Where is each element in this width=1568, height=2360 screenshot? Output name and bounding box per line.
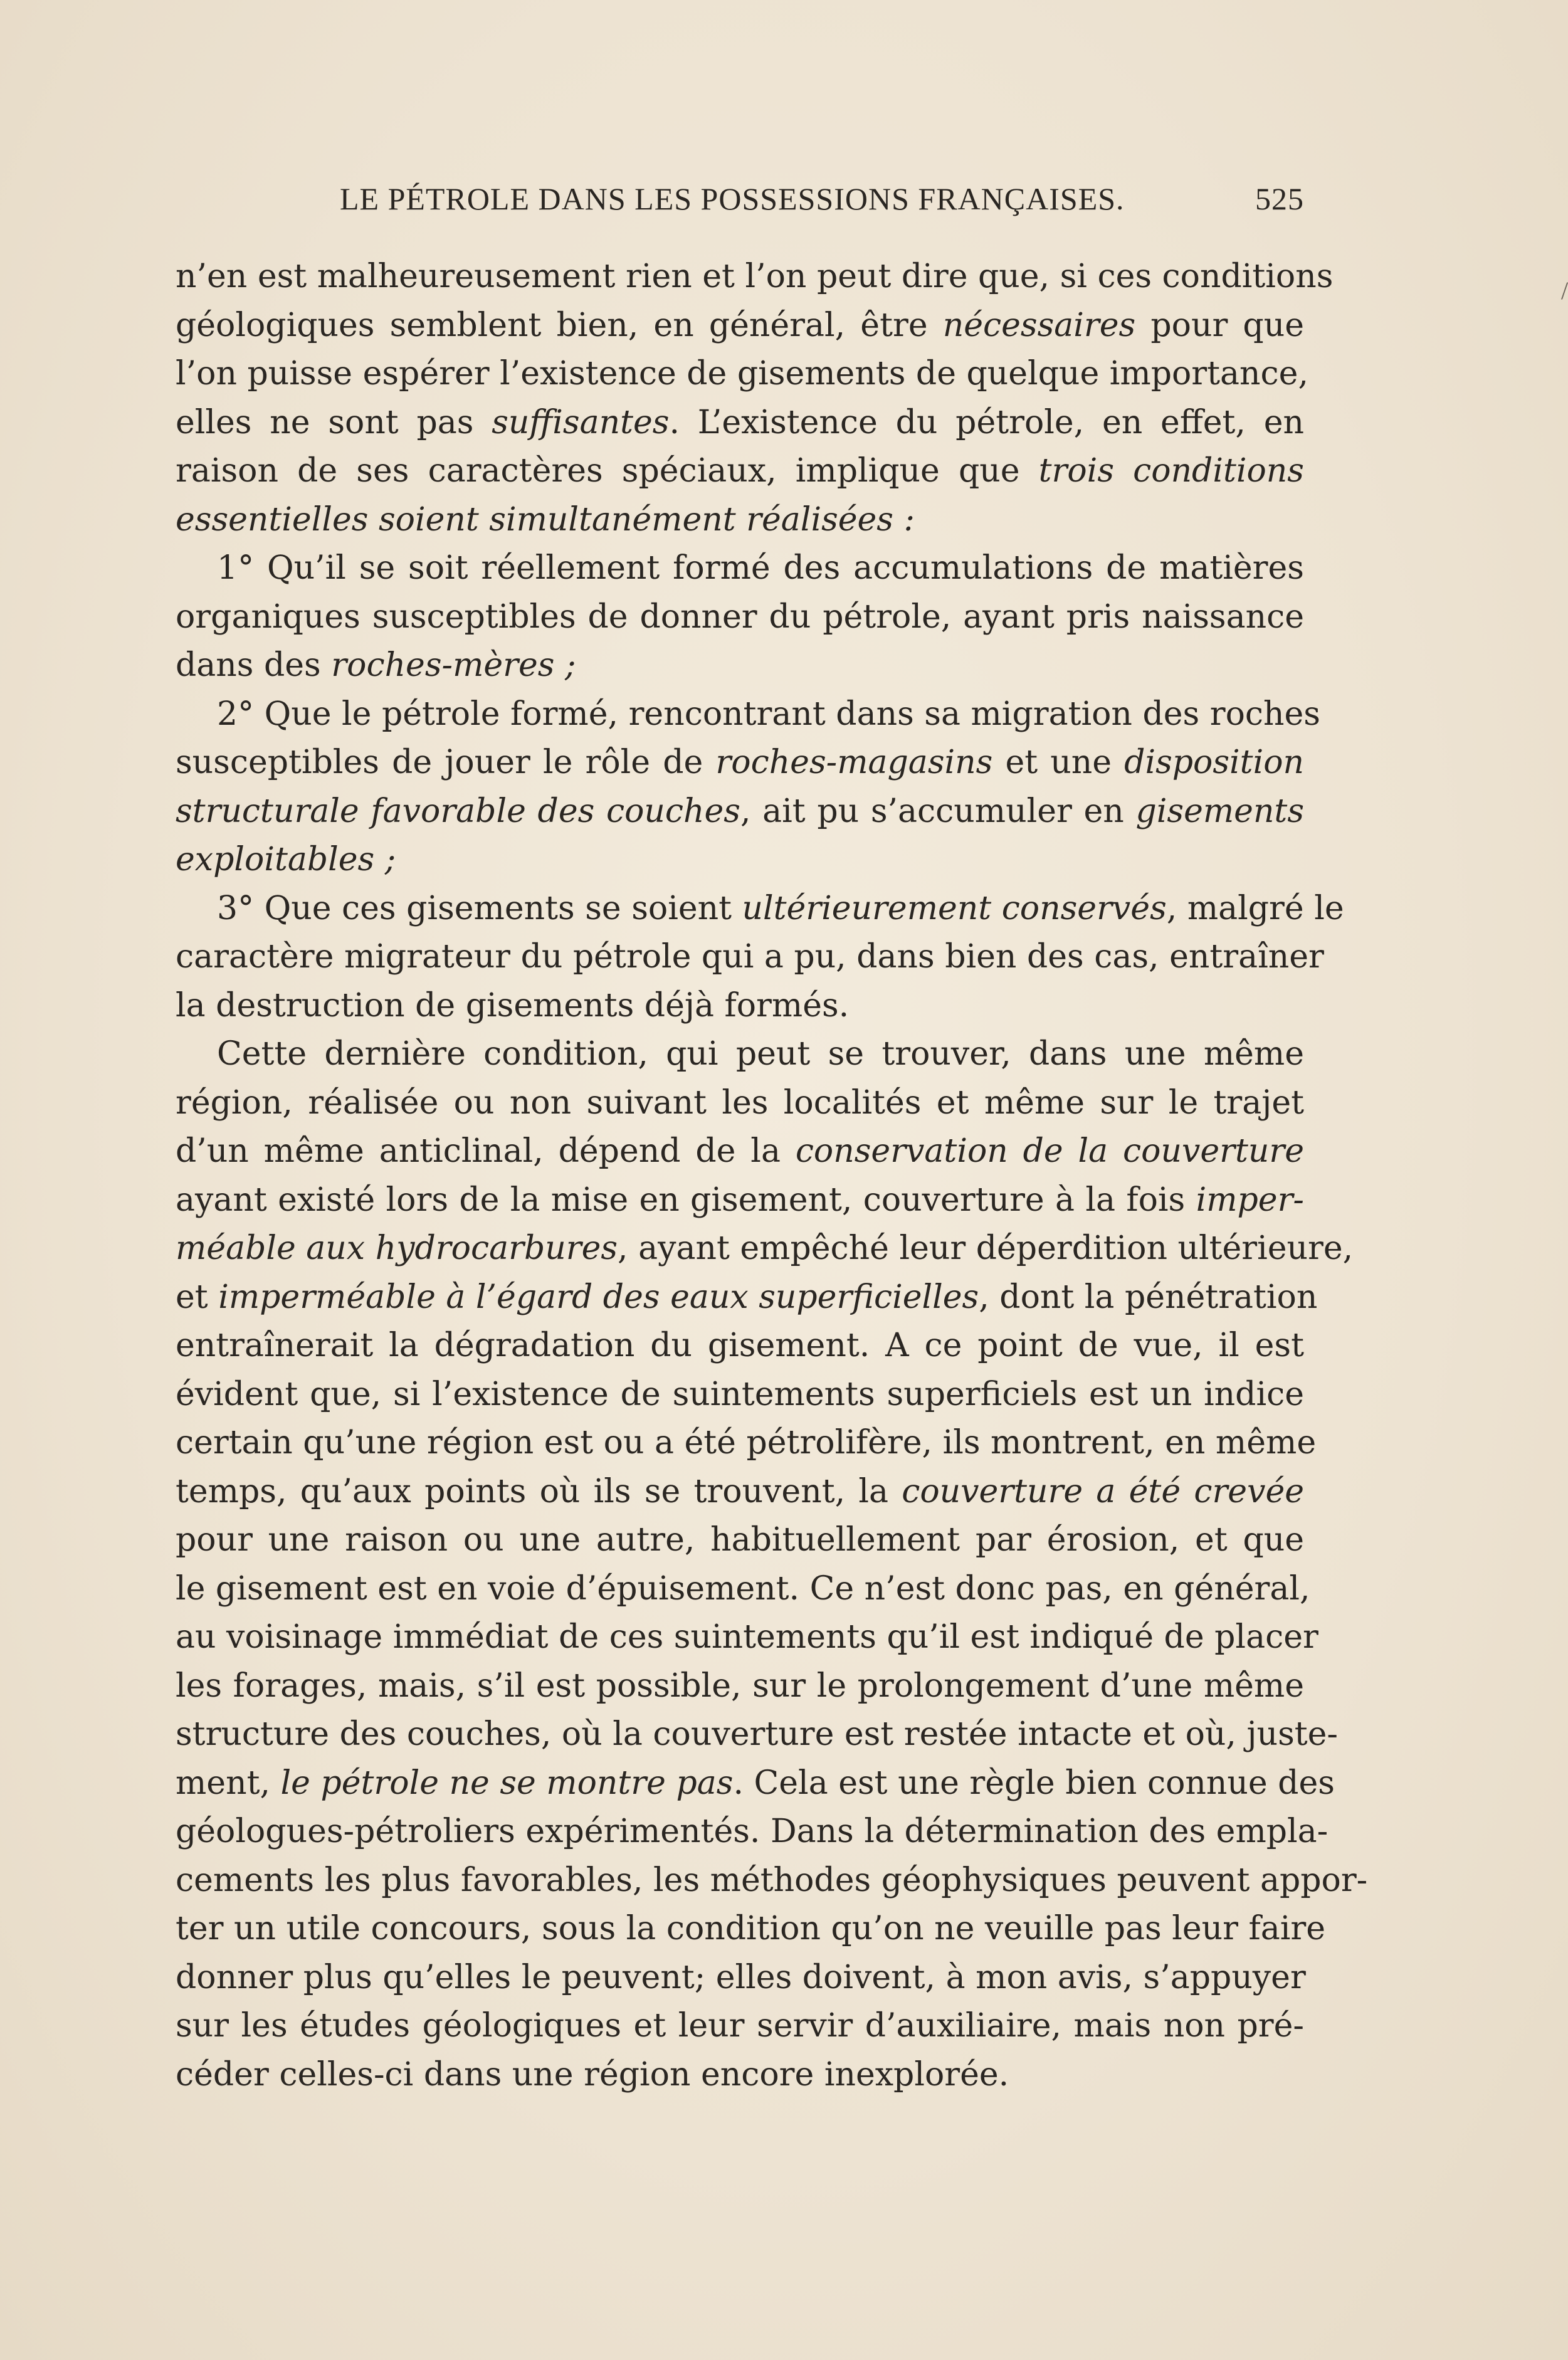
text-line: organiques susceptibles de donner du pétrole, ayant pris naissance (176, 598, 1304, 636)
text-line: donner plus qu’elles le peuvent; elles doivent, à mon avis, s’appuyer (176, 1958, 1306, 1996)
italic-span: couverture a été crevée (902, 1472, 1305, 1510)
text-line: sur les études géologiques et leur servir d’auxiliaire, mais non pré- (176, 2007, 1304, 2045)
text-line: évident que, si l’existence de suintements superficiels est un indice (176, 1375, 1304, 1413)
text-line: pour une raison ou une autre, habituellement par érosion, et que (176, 1521, 1304, 1559)
text-line: au voisinage immédiat de ces suintements qu’il est indiqué de placer (176, 1618, 1318, 1656)
italic-span: structurale favorable des couches (176, 792, 740, 830)
italic-span: trois conditions (1038, 452, 1304, 490)
text-line: elles ne sont pas suffisantes. L’existence du pétrole, en effet, en (176, 403, 1305, 441)
text-line: raison de ses caractères spéciaux, implique que trois conditions (176, 452, 1304, 490)
italic-span: disposition (1124, 744, 1304, 781)
text-line: d’un même anticlinal, dépend de la conservation de la couverture (176, 1132, 1304, 1170)
body-text (176, 253, 1368, 2099)
text-line: structure des couches, où la couverture est restée intacte et où, juste- (176, 1715, 1338, 1753)
text-line: région, réalisée ou non suivant les localités et même sur le trajet (176, 1083, 1304, 1122)
text-line: les forages, mais, s’il est possible, sur le prolongement d’une même (176, 1667, 1304, 1705)
page-number: 525 (1255, 181, 1304, 216)
text-line: 3° Que ces gisements se soient ultérieurement conservés, malgré le (217, 889, 1344, 927)
text-line: ayant existé lors de la mise en gisement, couverture à la fois imper- (176, 1181, 1304, 1219)
italic-span: méable aux hydrocarbures (176, 1230, 618, 1267)
text-line: 1° Qu’il se soit réellement formé des accumulations de matières (217, 549, 1304, 587)
text-line: cements les plus favorables, les méthodes géophysiques peuvent appor- (176, 1861, 1368, 1899)
text-line (176, 496, 1304, 545)
text-line: susceptibles de jouer le rôle de roches-magasins et une disposition (176, 744, 1304, 781)
italic-span: conservation de la couverture (795, 1132, 1304, 1170)
text-line: la destruction de gisements déjà formés. (176, 986, 850, 1025)
text-line: dans des roches-mères ; (176, 646, 576, 684)
italic-span: roches-mères ; (331, 646, 576, 684)
text-line: géologiques semblent bien, en général, être nécessaires pour que (176, 306, 1304, 344)
text-line: géologues-pétroliers expérimentés. Dans la détermination des empla- (176, 1813, 1329, 1850)
text-line: céder celles-ci dans une région encore inexplorée. (176, 2055, 1009, 2094)
italic-span: ultérieurement conservés (742, 889, 1167, 927)
margin-mark: / (1561, 277, 1568, 305)
text-line: certain qu’une région est ou a été pétrolifère, ils montrent, en même (176, 1424, 1317, 1462)
italic-span: imper- (1196, 1181, 1304, 1219)
italic-span: suffisantes (492, 403, 670, 441)
text-line: ment, le pétrole ne se montre pas. Cela est une règle bien connue des (176, 1764, 1335, 1802)
italic-span: le pétrole ne se montre pas (280, 1764, 734, 1802)
italic-span: nécessaires (942, 306, 1136, 344)
text-line: et imperméable à l’égard des eaux superficielles, dont la pénétration (176, 1278, 1318, 1316)
italic-span: essentielles soient simultanément réalisées : (176, 500, 915, 539)
italic-span: roches-magasins (715, 744, 993, 781)
italic-span: exploitables ; (176, 841, 396, 878)
running-head (176, 181, 1304, 224)
text-line: structurale favorable des couches, ait pu s’accumuler en gisements (176, 792, 1305, 830)
italic-span: gisements (1135, 792, 1305, 830)
text-line: temps, qu’aux points où ils se trouvent, la couverture a été crevée (176, 1472, 1305, 1510)
text-line: entraînerait la dégradation du gisement. A ce point de vue, il est (176, 1327, 1304, 1364)
text-line (176, 836, 1304, 885)
italic-span: imperméable à l’égard des eaux superficielles (218, 1278, 979, 1316)
text-line: méable aux hydrocarbures, ayant empêché leur déperdition ultérieure, (176, 1230, 1354, 1267)
text-line: caractère migrateur du pétrole qui a pu, dans bien des cas, entraîner (176, 938, 1324, 976)
text-line: ter un utile concours, sous la condition qu’on ne veuille pas leur faire (176, 1910, 1326, 1947)
text-line: n’en est malheureusement rien et l’on peut dire que, si ces conditions (176, 258, 1334, 295)
text-line: Cette dernière condition, qui peut se trouver, dans une même (217, 1035, 1304, 1073)
text-line: 2° Que le pétrole formé, rencontrant dans sa migration des roches (217, 695, 1320, 733)
text-line: le gisement est en voie d’épuisement. Ce n’est donc pas, en général, (176, 1569, 1310, 1608)
running-title: LE PÉTROLE DANS LES POSSESSIONS FRANÇAISES. (340, 181, 1125, 216)
text-line: l’on puisse espérer l’existence de gisements de quelque importance, (176, 355, 1308, 392)
